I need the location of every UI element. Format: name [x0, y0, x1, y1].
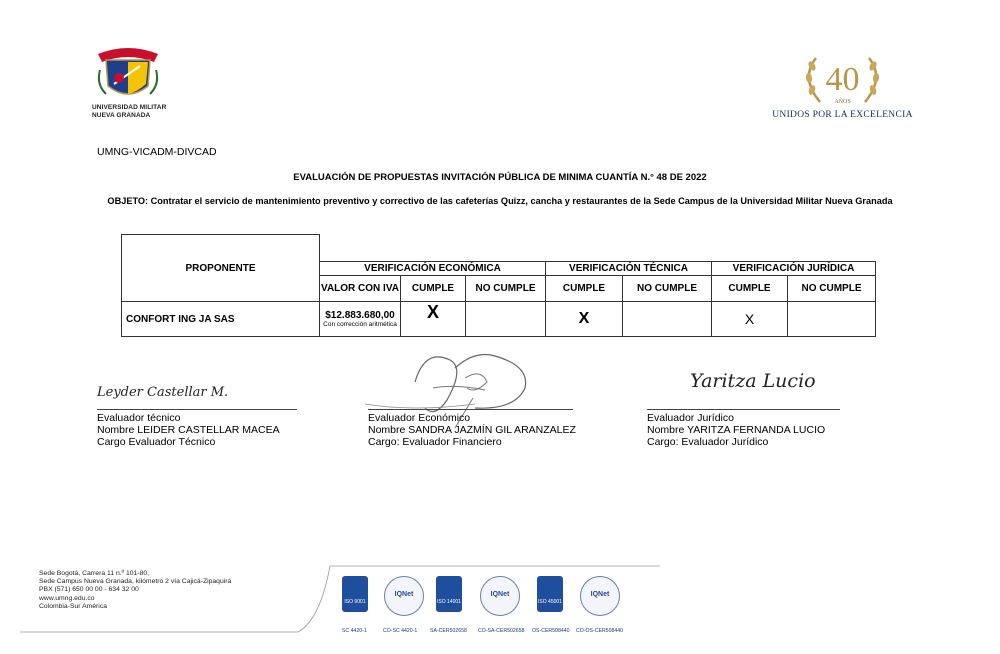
signature-line	[368, 409, 573, 410]
jur-no-cumple-mark	[788, 302, 876, 337]
signature-role: Evaluador Económico	[368, 412, 471, 424]
anniversary-logo	[770, 52, 915, 124]
group-header-tecnica: VERIFICACIÓN TÉCNICA	[546, 262, 712, 275]
signature-cargo: Cargo: Evaluador Jurídico	[647, 436, 769, 448]
sub-header-eco-cumple: CUMPLE	[401, 275, 466, 301]
signature-line	[647, 409, 840, 410]
signature-role: Evaluador Jurídico	[647, 412, 734, 424]
icontec-logo-icon	[436, 576, 462, 612]
anniversary-label: AÑOS	[834, 99, 851, 105]
iqnet-text: IQNet	[490, 591, 510, 598]
signature-name: Nombre SANDRA JAZMÍN GIL ARANZALEZ	[368, 424, 576, 436]
eco-cumple-mark: X	[426, 302, 439, 322]
valor-amount: $12.883.680,00	[325, 310, 395, 321]
address-line: Sede Bogotá, Carrera 11 n.º 101-80,	[39, 570, 150, 577]
group-header-juridica: VERIFICACIÓN JURÍDICA	[712, 262, 876, 275]
iqnet-text: IQNet	[590, 591, 610, 598]
sub-header-jur-no-cumple: NO CUMPLE	[788, 275, 876, 301]
icontec-logo-icon	[537, 576, 563, 612]
address-line: PBX (571) 650 00 00 - 634 32 00	[39, 586, 139, 594]
signature-line	[97, 409, 297, 410]
signature-block-tecnico	[97, 412, 280, 448]
shield-icon	[92, 40, 164, 104]
cert-code: SC 4420-1	[342, 628, 367, 634]
valor-cell	[320, 302, 401, 337]
university-logo	[92, 40, 167, 122]
website-link[interactable]: www.umng.edu.co	[39, 594, 95, 602]
icontec-logo-icon	[342, 576, 368, 612]
institution-line: UNIVERSIDAD MILITAR	[92, 104, 167, 111]
signature-tecnico: Leyder Castellar M.	[97, 385, 229, 400]
cert-standard: ISO 14001	[437, 599, 461, 605]
cert-code: CO-SC 4420-1	[383, 628, 418, 634]
sub-header-tec-cumple: CUMPLE	[546, 275, 623, 301]
cert-code: CO-SA-CER502658	[478, 628, 525, 634]
signature-role: Evaluador técnico	[97, 412, 181, 424]
table-row	[122, 302, 876, 337]
proponente-name: CONFORT ING JA SAS	[122, 302, 320, 337]
evaluation-table	[121, 234, 876, 337]
cert-standard: ISO 9001	[344, 599, 366, 605]
sub-header-tec-no-cumple: NO CUMPLE	[623, 275, 712, 301]
iqnet-text: IQNet	[394, 591, 414, 598]
tec-cumple-mark: X	[578, 310, 590, 327]
cert-code: OS-CER508440	[532, 628, 570, 634]
sub-header-jur-cumple: CUMPLE	[712, 275, 788, 301]
tec-no-cumple-mark	[623, 302, 712, 337]
address-line: Colombia-Sur América	[39, 602, 107, 610]
anniversary-tagline: UNIDOS POR LA EXCELENCIA	[772, 110, 913, 120]
cert-code: SA-CER502658	[430, 628, 467, 634]
address-line: Sede Campus Nueva Granada, kilómetro 2 vía Cajicá-Zipaquirá	[39, 578, 232, 586]
document-objeto: OBJETO: Contratar el servicio de mantenimiento preventivo y correctivo de las cafeterías Quizz, cancha y restaurantes de la Sede Campus de la Universidad Militar Nueva Granada	[107, 196, 893, 206]
valor-note: Con corrección aritmética	[323, 321, 397, 328]
laurel-icon	[770, 52, 915, 108]
document-title: EVALUACIÓN DE PROPUESTAS INVITACIÓN PÚBLICA DE MINIMA CUANTÍA N.° 48 DE 2022	[293, 172, 707, 183]
signature-name: Nombre YARITZA FERNANDA LUCIO	[647, 424, 826, 436]
sub-header-valor: VALOR CON IVA	[320, 275, 401, 301]
institution-line: NUEVA GRANADA	[92, 112, 151, 119]
signature-name: Nombre LEIDER CASTELLAR MACEA	[97, 424, 280, 436]
signature-cargo: Cargo Evaluador Técnico	[97, 436, 216, 448]
signature-block-economico	[368, 412, 576, 448]
eco-no-cumple-mark	[466, 302, 546, 337]
jur-cumple-mark: X	[744, 311, 755, 327]
signature-block-juridico	[647, 412, 825, 448]
anniversary-number: 40	[825, 61, 860, 98]
document-code: UMNG-VICADM-DIVCAD	[97, 146, 217, 158]
signature-juridico: Yaritza Lucio	[690, 370, 816, 392]
cert-standard: ISO 45001	[538, 599, 562, 605]
cert-code: CO-OS-CER508440	[576, 628, 623, 634]
sub-header-eco-no-cumple: NO CUMPLE	[466, 275, 546, 301]
group-header-economica: VERIFICACIÓN ECONÓMICA	[320, 262, 546, 275]
signature-cargo: Cargo: Evaluador Financiero	[368, 436, 502, 448]
proponente-header: PROPONENTE	[122, 235, 320, 302]
